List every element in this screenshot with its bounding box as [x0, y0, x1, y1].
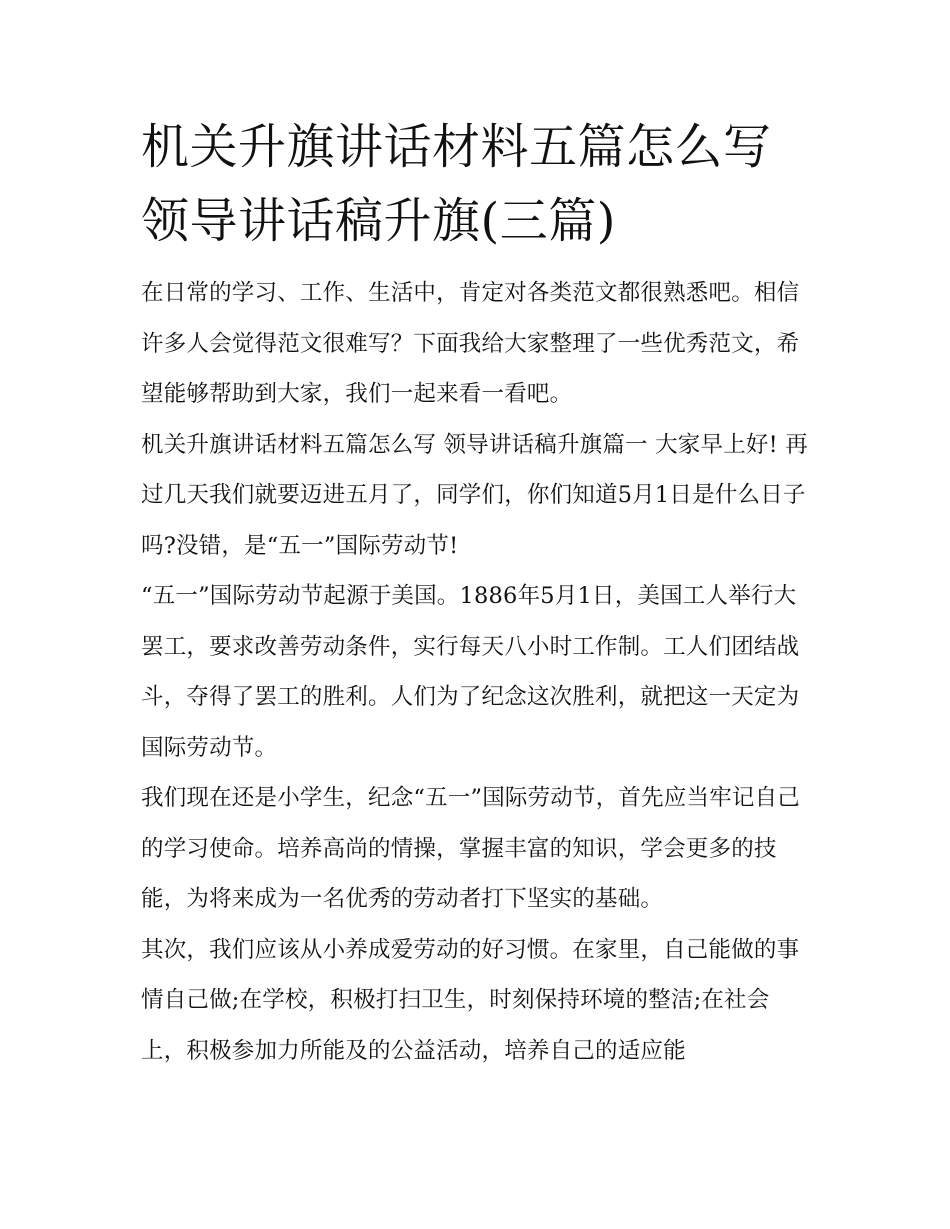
paragraph-habits: 其次，我们应该从小养成爱劳动的好习惯。在家里，自己能做的事情自己做;在学校，积极打扫卫生，时刻保持环境的整洁;在社会上，积极参加力所能及的公益活动，培养自己的适应能 [141, 936, 800, 1064]
document-page [141, 110, 813, 1076]
paragraph-intro: 在日常的学习、工作、生活中，肯定对各类范文都很熟悉吧。相信许多人会觉得范文很难写？下面我给大家整理了一些优秀范文，希望能够帮助到大家，我们一起来看一看吧。 [141, 280, 800, 407]
paragraph-origin: “五一”国际劳动节起源于美国。1886年5月1日，美国工人举行大罢工，要求改善劳动条件，实行每天八小时工作制。工人们团结战斗，夺得了罢工的胜利。人们为了纪念这次胜利，就把这一天定为国际劳动节。 [141, 583, 800, 761]
paragraph-greeting: 机关升旗讲话材料五篇怎么写 领导讲话稿升旗篇一 大家早上好! 再过几天我们就要迈进五月了，同学们，你们知道5月1日是什么日子吗?没错，是“五一”国际劳动节! [141, 431, 808, 559]
paragraph-mission: 我们现在还是小学生，纪念“五一”国际劳动节，首先应当牢记自己的学习使命。培养高尚的情操，掌握丰富的知识，学会更多的技能，为将来成为一名优秀的劳动者打下坚实的基础。 [141, 785, 801, 912]
document-title: 机关升旗讲话材料五篇怎么写领导讲话稿升旗(三篇) [141, 119, 772, 249]
